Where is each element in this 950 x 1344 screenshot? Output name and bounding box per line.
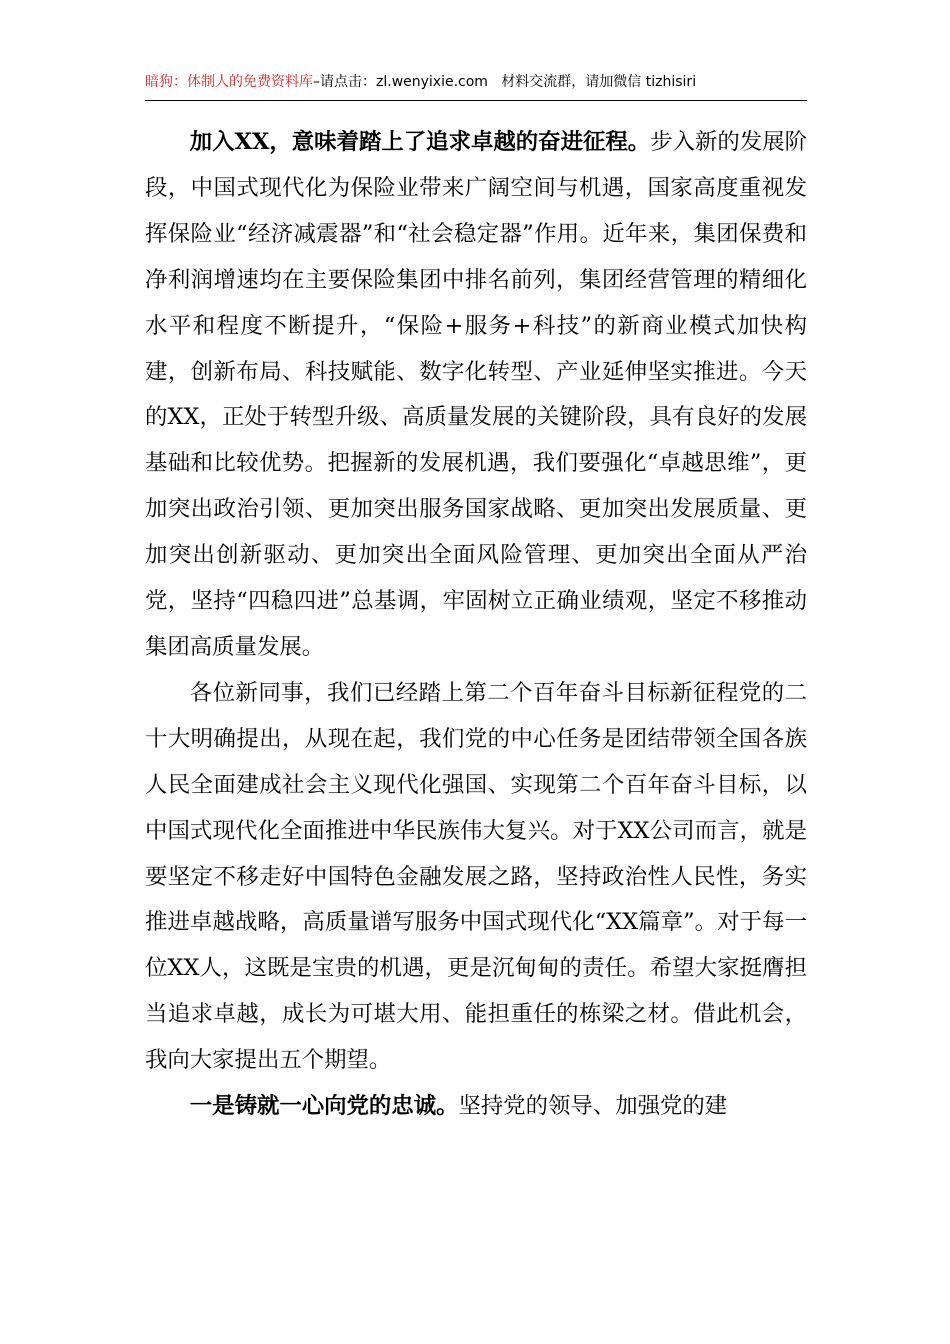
paragraph-3	[145, 1084, 807, 1130]
paragraph-3-lead: 一是铸就一心向党的忠诚。	[189, 1093, 459, 1120]
paragraph-1-text: 步入新的发展阶段，中国式现代化为保险业带来广阔空间与机遇，国家高度重视发挥保险业“经济减震器”和“社会稳定器”作用。近年来，集团保费和净利润增速均在主要保险集团中排名前列，集团经营管理的精细化水平和程度不断提升，“保险+服务+科技”的新商业模式加快构建，创新布局、科技赋能、数字化转型、产业延伸坚实推进。今天的XX，正处于转型升级、高质量发展的关键阶段，具有良好的发展基础和比较优势。把握新的发展机遇，我们要强化“卓越思维”，更加突出政治引领、更加突出服务国家战略、更加突出发展质量、更加突出创新驱动、更加突出全面风险管理、更加突出全面从严治党，坚持“四稳四进”总基调，牢固树立正确业绩观，坚定不移推动集团高质量发展。	[145, 129, 808, 660]
page-header	[145, 70, 807, 101]
paragraph-2	[145, 671, 807, 1084]
click-prefix: –请点击：	[313, 74, 376, 90]
paragraph-1	[145, 120, 807, 671]
paragraph-1-lead: 加入XX，意味着踏上了追求卓越的奋进征程。	[189, 129, 651, 155]
paragraph-3-text: 坚持党的领导、加强党的建	[458, 1093, 728, 1120]
paragraph-2-text: 各位新同事，我们已经踏上第二个百年奋斗目标新征程党的二十大明确提出，从现在起，我们党的中心任务是团结带领全国各族人民全面建成社会主义现代化强国、实现第二个百年奋斗目标，以中国式现代化全面推进中华民族伟大复兴。对于XX公司而言，就是要坚定不移走好中国特色金融发展之路，坚持政治性人民性，务实推进卓越战略，高质量谱写服务中国式现代化“XX篇章”。对于每一位XX人，这既是宝贵的机遇，更是沉甸甸的责任。希望大家挺膺担当追求卓越，成长为可堪大用、能担重任的栋梁之材。借此机会，我向大家提出五个期望。	[145, 679, 807, 1074]
website-link[interactable]: zl.wenyixie.com	[376, 74, 488, 90]
brand-label: 暗狗：体制人的免费资料库	[145, 74, 313, 90]
document-body	[145, 120, 807, 1130]
group-note: 材料交流群，请加微信 tizhisiri	[501, 74, 697, 90]
